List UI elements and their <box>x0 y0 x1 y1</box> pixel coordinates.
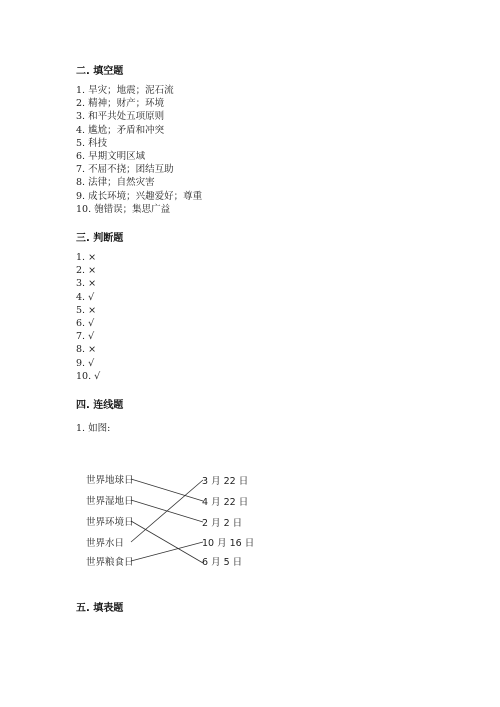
match-line <box>131 480 203 542</box>
left-item-wetland-day: 世界湿地日 <box>86 496 134 507</box>
match-line <box>131 542 203 561</box>
answer-item: 9. √ <box>76 357 95 369</box>
answer-item: 3. × <box>76 278 97 290</box>
section-5-title: 五. 填表题 <box>76 603 124 614</box>
section-4-title: 四. 连线题 <box>76 400 124 411</box>
section-2-answers <box>76 84 202 216</box>
answer-item: 10. √ <box>76 370 101 382</box>
answer-item: 10. 匏错误；集思广益 <box>76 203 171 215</box>
answer-item: 4. 尴尬；矛盾和冲突 <box>76 124 165 136</box>
right-item-date: 6 月 5 日 <box>202 557 243 568</box>
right-item-date: 4 月 22 日 <box>202 497 249 508</box>
answer-item: 7. √ <box>76 331 95 343</box>
answer-item: 8. 法律；自然灾害 <box>76 177 155 189</box>
right-item-date: 2 月 2 日 <box>202 518 243 529</box>
match-line <box>131 479 203 501</box>
left-item-food-day: 世界粮食日 <box>86 557 134 568</box>
left-item-environment-day: 世界环境日 <box>86 517 134 528</box>
answer-item: 3. 和平共处五项原则 <box>76 111 165 123</box>
left-item-water-day: 世界水日 <box>86 538 125 549</box>
section-4-subtitle: 1. 如图: <box>76 423 111 434</box>
answer-item: 9. 成长环境；兴趣爱好；尊重 <box>76 190 203 202</box>
answer-item: 5. × <box>76 304 97 316</box>
answer-item: 6. √ <box>76 317 95 329</box>
answer-item: 2. 精神；财产；环境 <box>76 98 165 110</box>
section-2-title: 二. 填空题 <box>76 66 124 77</box>
matching-diagram <box>0 455 500 590</box>
answer-item: 8. × <box>76 344 97 356</box>
answer-item: 4. √ <box>76 291 95 303</box>
answer-item: 2. × <box>76 265 97 277</box>
answer-item: 1. 旱灾；地震；泥石流 <box>76 85 174 96</box>
answer-item: 7. 不屈不挠；团结互助 <box>76 164 174 176</box>
right-item-date: 3 月 22 日 <box>202 476 249 487</box>
answer-item: 1. × <box>76 252 97 263</box>
section-3-title: 三. 判断题 <box>76 233 124 244</box>
left-item-earth-day: 世界地球日 <box>86 475 134 486</box>
section-3-answers <box>76 251 100 383</box>
answer-item: 5. 科技 <box>76 137 108 149</box>
right-item-date: 10 月 16 日 <box>202 538 255 549</box>
answer-item: 6. 早期文明区域 <box>76 150 146 162</box>
match-line <box>131 521 203 563</box>
